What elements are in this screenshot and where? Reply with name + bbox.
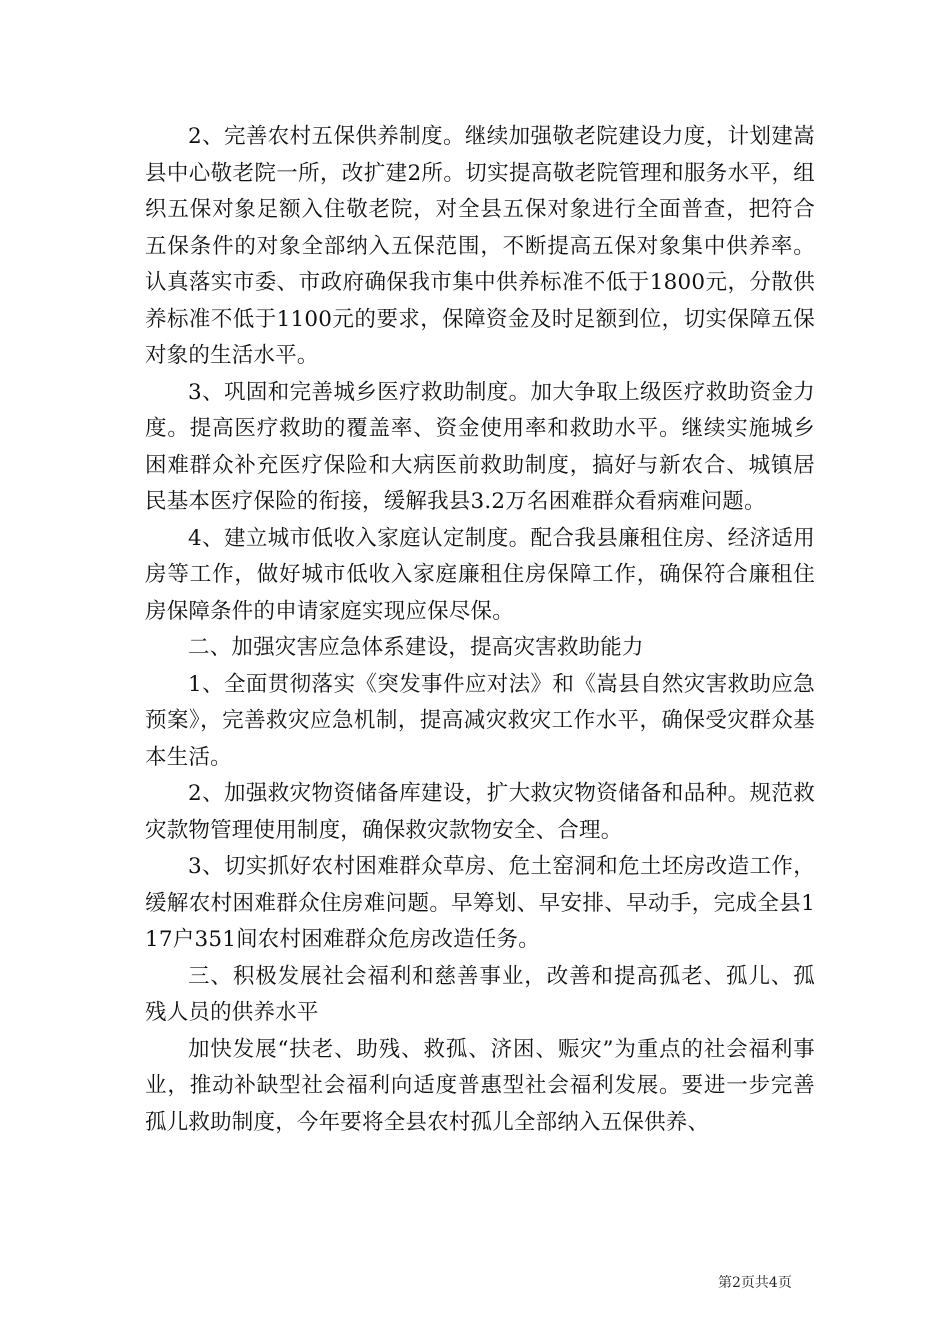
- paragraph-low-income: 4、建立城市低收入家庭认定制度。配合我县廉租住房、经济适用房等工作，做好城市低收入家庭廉租住房保障工作，确保符合廉租住房保障条件的申请家庭实现应保尽保。: [145, 525, 815, 624]
- section-heading-welfare: 三、积极发展社会福利和慈善事业，改善和提高孤老、孤儿、孤残人员的供养水平: [145, 963, 815, 1025]
- page-number-footer: 第2页共4页: [718, 1275, 792, 1291]
- paragraph-medical-aid: 3、巩固和完善城乡医疗救助制度。加大争取上级医疗救助资金力度。提高医疗救助的覆盖率、资金使用率和救助水平。继续实施城乡困难群众补充医疗保险和大病医前救助制度，搞好与新农合、城镇居民基本医疗保险的衔接，缓解我县3.2万名困难群众看病难问题。: [145, 379, 815, 514]
- paragraph-housing-renovation: 3、切实抓好农村困难群众草房、危土窑洞和危土坯房改造工作，缓解农村困难群众住房难问题。早筹划、早安排、早动手，完成全县117户351间农村困难群众危房改造任务。: [145, 854, 815, 952]
- section-heading-disaster: 二、加强灾害应急体系建设，提高灾害救助能力: [188, 635, 644, 660]
- document-body: [145, 119, 815, 1141]
- paragraph-emergency-plan: 1、全面贯彻落实《突发事件应对法》和《嵩县自然灾害救助应急预案》，完善救灾应急机制，提高减灾救灾工作水平，确保受灾群众基本生活。: [145, 671, 815, 770]
- paragraph-welfare-development: 加快发展“扶老、助残、救孤、济困、赈灾”为重点的社会福利事业，推动补缺型社会福利向适度普惠型社会福利发展。要进一步完善孤儿救助制度，今年要将全县农村孤儿全部纳入五保供养、: [145, 1036, 815, 1135]
- paragraph-relief-supplies: 2、加强救灾物资储备库建设，扩大救灾物资储备和品种。规范救灾款物管理使用制度，确保救灾款物安全、合理。: [145, 781, 815, 843]
- paragraph-wubao: 2、完善农村五保供养制度。继续加强敬老院建设力度，计划建嵩县中心敬老院一所，改扩建2所。切实提高敬老院管理和服务水平，组织五保对象足额入住敬老院，对全县五保对象进行全面普查，把符合五保条件的对象全部纳入五保范围，不断提高五保对象集中供养率。认真落实市委、市政府确保我市集中供养标准不低于1800元，分散供养标准不低于1100元的要求，保障资金及时足额到位，切实保障五保对象的生活水平。: [145, 124, 815, 368]
